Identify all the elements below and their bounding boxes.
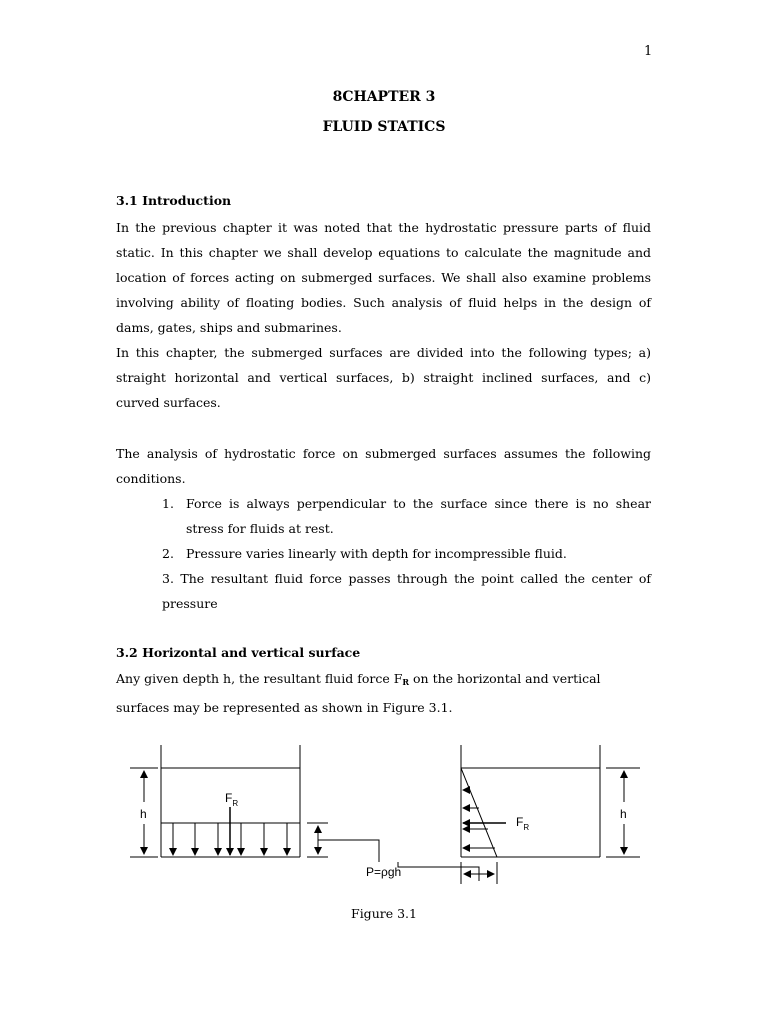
label-r: R bbox=[232, 799, 239, 808]
right-depth-dimension bbox=[606, 768, 640, 857]
label-r: R bbox=[523, 823, 530, 832]
pressure-dimension bbox=[307, 823, 479, 881]
right-pressure-arrows bbox=[463, 790, 506, 848]
left-depth-dimension bbox=[130, 768, 158, 857]
base-width-dimension bbox=[461, 862, 497, 884]
condition-number: 1. bbox=[162, 496, 174, 511]
condition-number: 3. bbox=[162, 571, 174, 586]
paragraph-horizontal-vertical bbox=[116, 666, 616, 720]
page-number: 1 bbox=[644, 44, 653, 59]
chapter-subtitle: FLUID STATICS bbox=[322, 119, 446, 135]
section-heading-intro: 3.1 Introduction bbox=[116, 193, 232, 208]
label-h-left: h bbox=[140, 807, 147, 821]
condition-text: Force is always perpendicular to the surface since there is no shear stress for fluids at rest. bbox=[186, 496, 651, 536]
label-force-left bbox=[225, 791, 238, 808]
section-heading-horizontal-vertical: 3.2 Horizontal and vertical surface bbox=[116, 645, 361, 660]
paragraph-intro: In the previous chapter it was noted that the hydrostatic pressure parts of fluid static. In this chapter we shall develop equations to calculate the magnitude and location of forces acting on submerged surfaces. We shall also examine problems involving ability of floating bodies. Such analysis of fluid helps in the design of dams, gates, ships and submarines. bbox=[116, 220, 651, 335]
condition-text: The resultant fluid force passes through the point called the center of pressure bbox=[162, 571, 651, 611]
left-pressure-arrows bbox=[173, 807, 287, 855]
label-h-right: h bbox=[620, 807, 627, 821]
label-pressure: P=ρgh bbox=[366, 865, 402, 879]
right-tank bbox=[461, 745, 600, 857]
condition-item-1 bbox=[162, 491, 651, 541]
paragraph-analysis: The analysis of hydrostatic force on submerged surfaces assumes the following conditions. bbox=[116, 446, 651, 486]
condition-number: 2. bbox=[162, 546, 174, 561]
paragraph-surface-types: In this chapter, the submerged surfaces are divided into the following types; a) straight horizontal and vertical surfaces, b) straight inclined surfaces, and c) curved surfaces. bbox=[116, 345, 651, 410]
label-f: F bbox=[225, 791, 233, 805]
condition-item-2 bbox=[162, 541, 651, 566]
figure-caption: Figure 3.1 bbox=[351, 906, 417, 921]
para-text-end: on the horizontal and vertical surfaces may be represented as shown in Figure 3.1. bbox=[116, 671, 601, 715]
left-tank bbox=[161, 745, 300, 857]
para-text-start: Any given depth h, the resultant fluid force F bbox=[116, 671, 403, 686]
label-force-right bbox=[516, 815, 529, 832]
condition-item-3 bbox=[162, 566, 651, 616]
label-f: F bbox=[516, 815, 524, 829]
para-subscript: R bbox=[402, 677, 410, 687]
condition-text: Pressure varies linearly with depth for incompressible fluid. bbox=[186, 546, 567, 561]
chapter-title: 8CHAPTER 3 bbox=[332, 89, 436, 105]
